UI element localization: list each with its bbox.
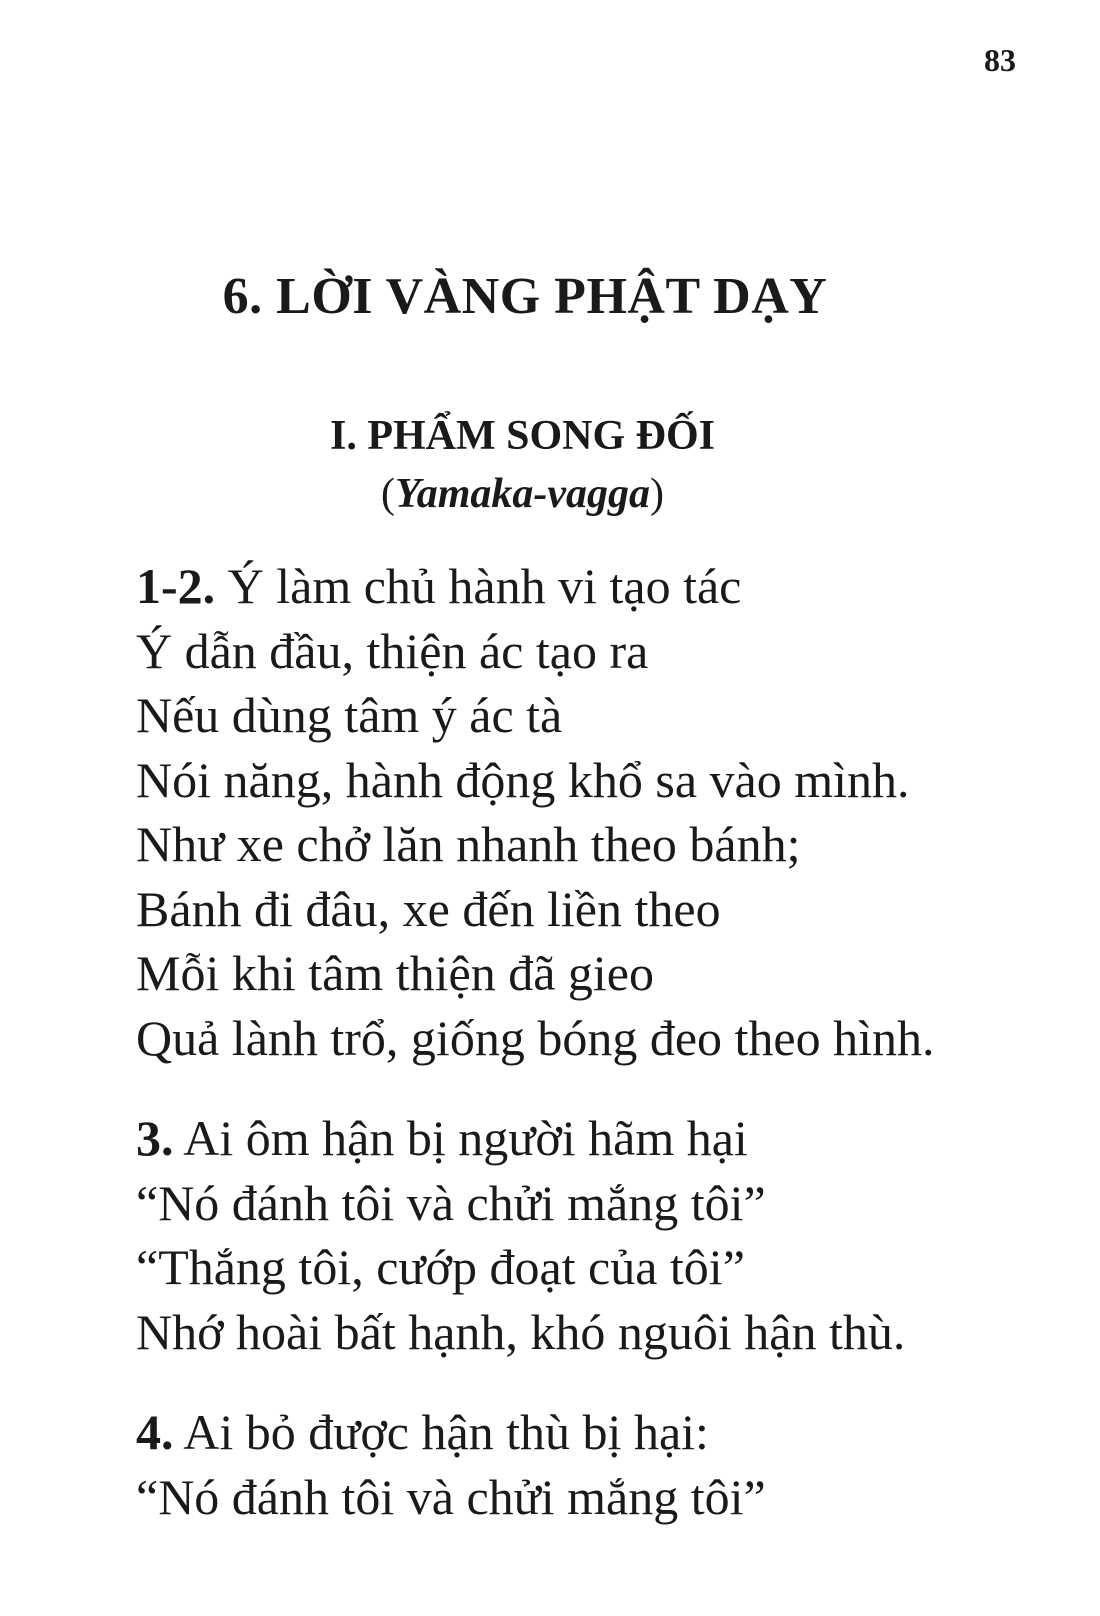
verse-line: “Nó đánh tôi và chửi mắng tôi” xyxy=(136,1174,766,1231)
verse-line: Như xe chở lăn nhanh theo bánh; xyxy=(136,816,801,872)
stanza-1-2 xyxy=(136,554,1036,1070)
verses xyxy=(136,554,1036,1565)
verse-line xyxy=(136,1400,1036,1465)
subtitle-pali-name: Yamaka-vagga xyxy=(394,471,651,517)
stanza-number: 4. xyxy=(136,1404,174,1460)
verse-text: Ý làm chủ hành vi tạo tác xyxy=(215,558,742,614)
stanza-number: 3. xyxy=(136,1110,174,1166)
verse-line: Mỗi khi tâm thiện đã gieo xyxy=(136,945,654,1001)
verse-line: Nói năng, hành động khổ sa vào mình. xyxy=(136,751,910,808)
section-title: I. PHẨM SONG ĐỐI xyxy=(329,413,715,459)
subtitle-open-paren: ( xyxy=(380,471,395,517)
verse-line: Nhớ hoài bất hạnh, khó nguôi hận thù. xyxy=(136,1303,906,1360)
stanza-3 xyxy=(136,1106,1036,1364)
verse-line: Nếu dùng tâm ý ác tà xyxy=(136,687,563,743)
stanza-4 xyxy=(136,1400,1036,1529)
verse-line xyxy=(136,554,1036,619)
section-heading xyxy=(0,407,1045,523)
verse-line: “Thắng tôi, cướp đoạt của tôi” xyxy=(136,1239,745,1295)
verse-text: Ai ôm hận bị người hãm hại xyxy=(173,1110,748,1166)
verse-line: Quả lành trổ, giống bóng đeo theo hình. xyxy=(136,1009,935,1066)
stanza-number: 1-2. xyxy=(136,558,216,614)
verse-line xyxy=(136,1106,1036,1171)
verse-line: Bánh đi đâu, xe đến liền theo xyxy=(136,880,721,937)
subtitle-close-paren: ) xyxy=(650,471,665,517)
chapter-title: 6. LỜI VÀNG PHẬT DẠY xyxy=(222,268,828,325)
verse-text: Ai bỏ được hận thù bị hại: xyxy=(173,1404,709,1460)
section-subtitle xyxy=(0,465,1045,523)
verse-line: Ý dẫn đầu, thiện ác tạo ra xyxy=(136,622,649,679)
page-number: 83 xyxy=(984,42,1016,78)
verse-line: “Nó đánh tôi và chửi mắng tôi” xyxy=(136,1468,766,1525)
